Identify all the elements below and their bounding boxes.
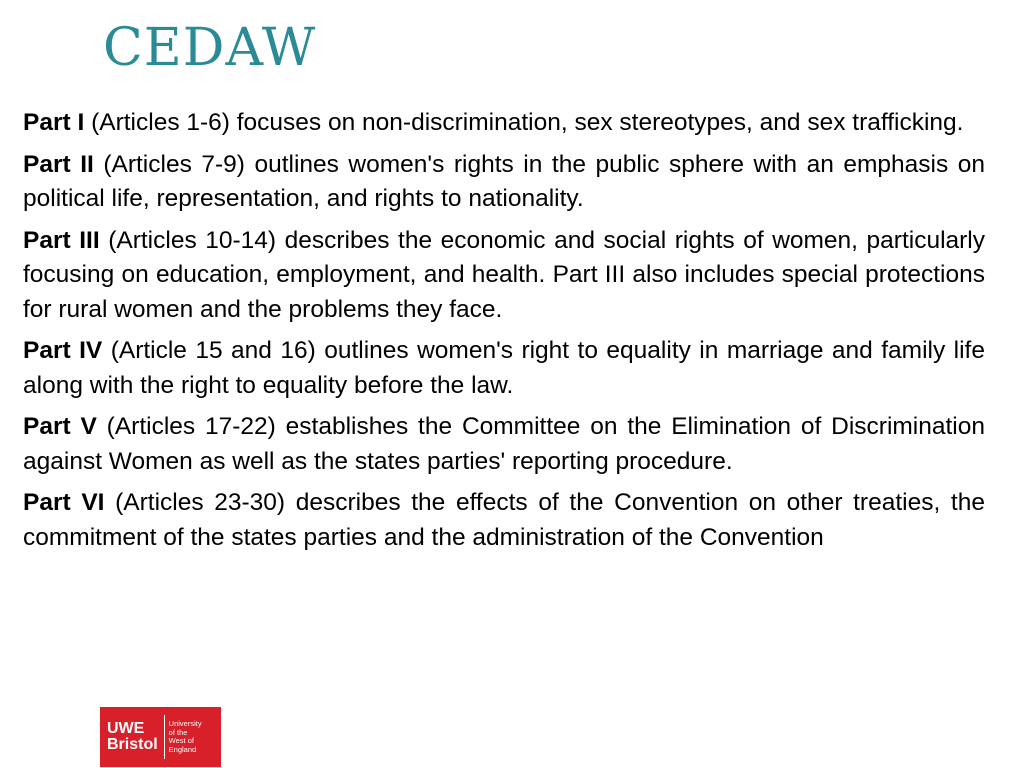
part-2-paragraph <box>23 148 985 217</box>
logo-subtitle <box>165 720 202 754</box>
part-3-label: Part III <box>23 226 100 254</box>
part-5-label: Part V <box>23 413 97 440</box>
part-4-text: (Article 15 and 16) outlines women's right to equality in marriage and family life along with the right to equality before the law. <box>23 337 985 399</box>
logo-wordmark <box>100 721 164 753</box>
slide-body <box>23 106 985 562</box>
part-3-paragraph <box>23 224 985 328</box>
part-2-label: Part II <box>23 150 94 178</box>
part-6-text: (Articles 23-30) describes the effects of the Convention on other treaties, the commitment of the states parties and the administration of the Convention <box>23 489 985 551</box>
part-6-paragraph <box>23 486 985 555</box>
part-5-paragraph <box>23 410 985 479</box>
part-3-text: (Articles 10-14) describes the economic and social rights of women, particularly focusing on education, employment, and health. Part III also includes special protections for rural women and the problems they face. <box>23 226 986 323</box>
part-1-paragraph <box>23 106 985 141</box>
logo-sub-line-2: of the <box>168 727 188 737</box>
part-4-label: Part IV <box>23 337 103 364</box>
part-5-text: (Articles 17-22) establishes the Committee on the Elimination of Discrimination against Women as well as the states parties' reporting procedure. <box>23 413 986 475</box>
logo-sub-line-4: England <box>168 744 197 754</box>
logo-sub-line-1: University <box>168 719 202 728</box>
uwe-bristol-logo <box>100 707 221 767</box>
slide-title: CEDAW <box>103 18 317 78</box>
part-2-text: (Articles 7-9) outlines women's rights in the public sphere with an emphasis on political life, representation, and rights to nationality. <box>23 150 985 212</box>
logo-sub-line-3: West of <box>168 736 194 745</box>
part-6-label: Part VI <box>23 489 105 516</box>
part-1-label: Part I <box>23 109 85 136</box>
part-1-text: (Articles 1-6) focuses on non-discrimination, sex stereotypes, and sex trafficking. <box>84 109 964 136</box>
logo-line-bristol: Bristol <box>107 736 158 753</box>
logo-line-uwe: UWE <box>107 720 145 737</box>
part-4-paragraph <box>23 334 985 403</box>
